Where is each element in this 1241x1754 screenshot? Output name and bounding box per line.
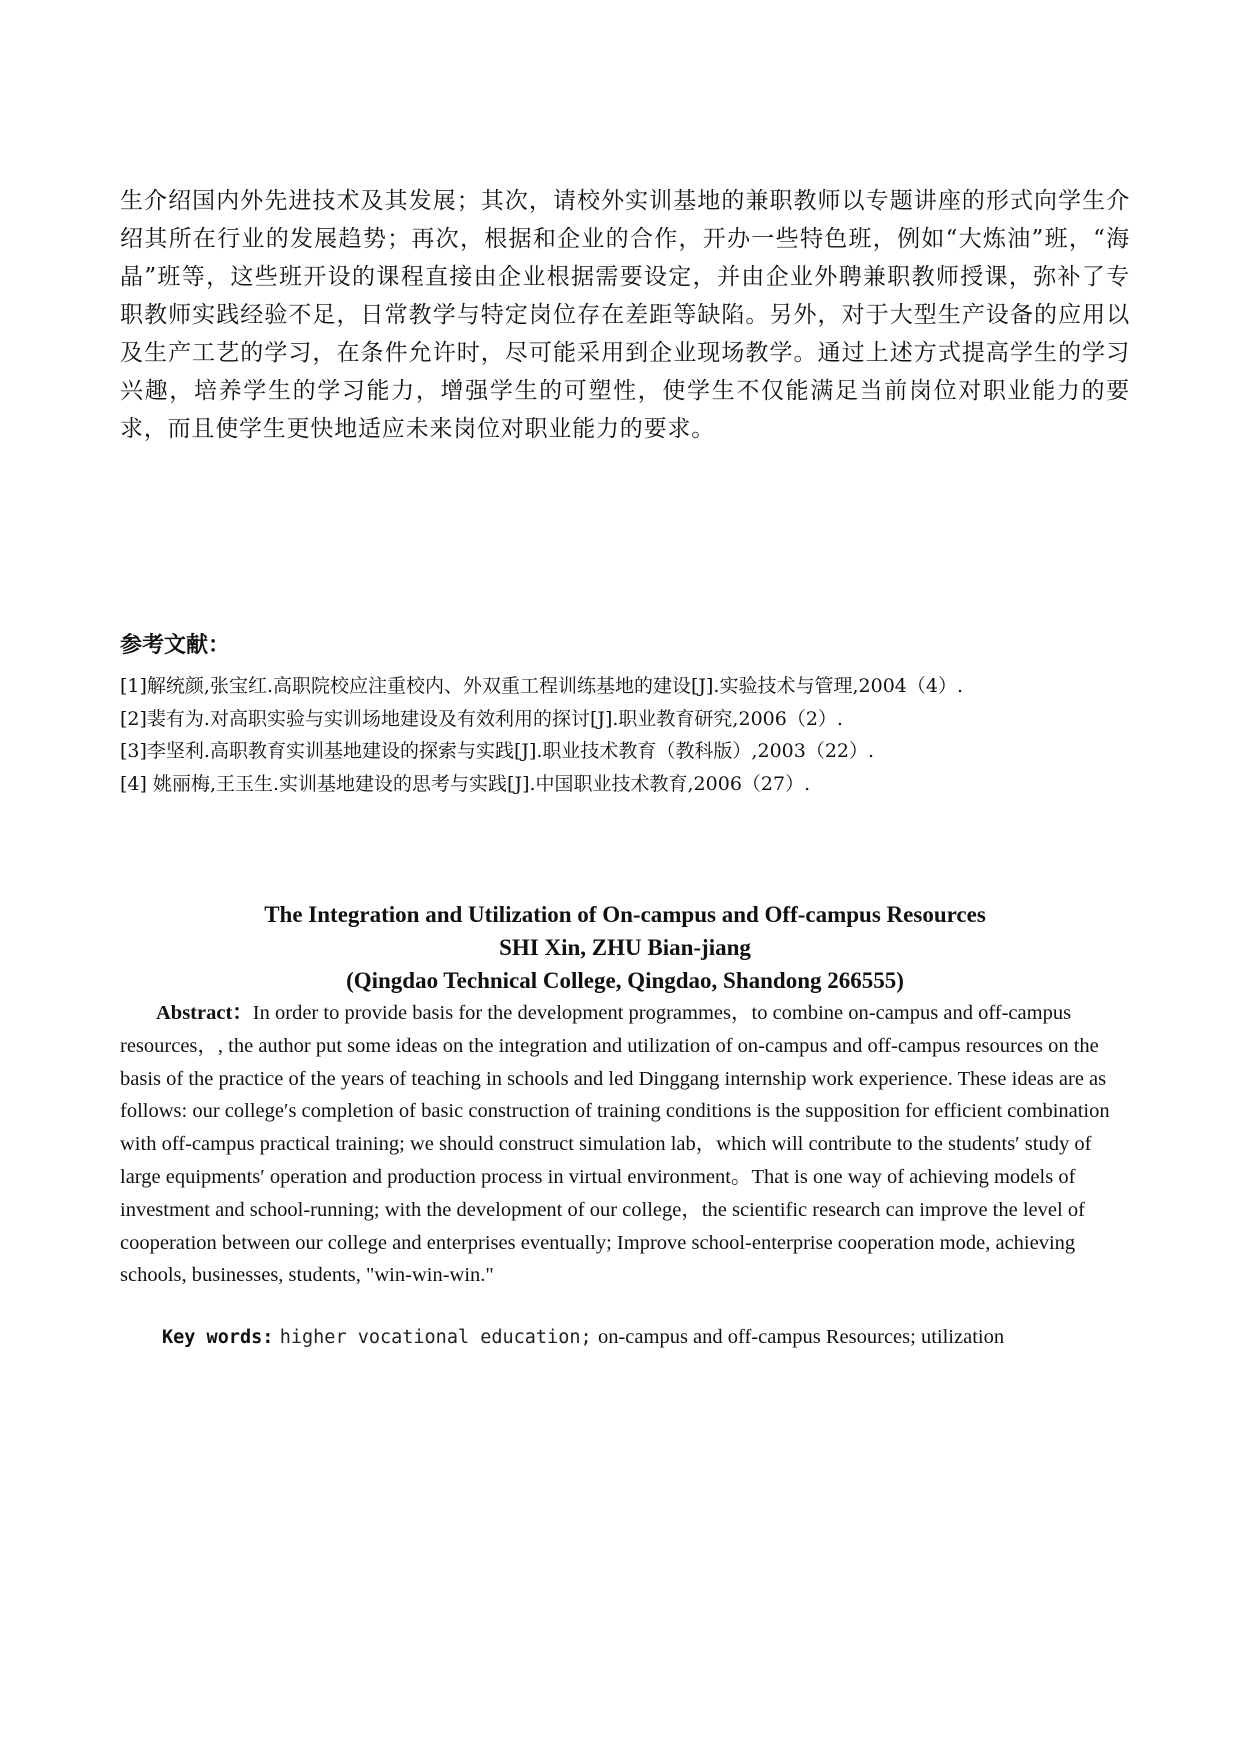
english-header <box>120 898 1130 998</box>
references-title: 参考文献： <box>120 633 231 658</box>
english-affiliation: (Qingdao Technical College, Qingdao, Shandong 266555) <box>346 968 904 993</box>
keywords-part-2: on-campus and off-campus Resources; utilization <box>597 1326 1005 1348</box>
english-authors: SHI Xin, ZHU Bian-jiang <box>499 935 751 960</box>
references-list <box>120 670 1130 800</box>
reference-item-4: [4] 姚丽梅,王玉生.实训基地建设的思考与实践[J].中国职业技术教育,2006（27）. <box>120 772 811 795</box>
reference-item-3: [3]李坚利.高职教育实训基地建设的探索与实践[J].职业技术教育（教科版）,2003（22）. <box>120 740 875 762</box>
body-paragraph <box>120 182 1130 448</box>
body-paragraph-text: 生介绍国内外先进技术及其发展；其次，请校外实训基地的兼职教师以专题讲座的形式向学生介绍其所在行业的发展趋势；再次，根据和企业的合作，开办一些特色班，例如“大炼油”班，“海晶”班等，这些班开设的课程直接由企业根据需要设定，并由企业外聘兼职教师授课，弥补了专职教师实践经验不足，日常教学与特定岗位存在差距等缺陷。另外，对于大型生产设备的应用以及生产工艺的学习，在条件允许时，尽可能采用到企业现场教学。通过上述方式提高学生的学习兴趣，培养学生的学习能力，增强学生的可塑性，使学生不仅能满足当前岗位对职业能力的要求，而且使学生更快地适应未来岗位对职业能力的要求。 <box>120 188 1130 442</box>
keywords-label: Key words: <box>162 1327 274 1348</box>
english-title: The Integration and Utilization of On-campus and Off-campus Resources <box>264 902 986 927</box>
keywords-part-1: higher vocational education; <box>279 1327 592 1348</box>
reference-item-2: [2]裴有为.对高职实验与实训场地建设及有效利用的探讨[J].职业教育研究,2006（2）. <box>120 707 843 730</box>
reference-item-1: [1]解统颜,张宝红.高职院校应注重校内、外双重工程训练基地的建设[J].实验技术与管理,2004（4）. <box>120 675 963 697</box>
english-abstract <box>120 997 1130 1292</box>
abstract-label: Abstract： <box>156 1002 253 1024</box>
english-keywords <box>162 1320 1142 1354</box>
abstract-text: In order to provide basis for the development programmes，to combine on-campus and off-campus resources，, the author put some ideas on the integration and utilization of on-campus and off-campus resources on the basis of the practice of the years of teaching in schools and led Dinggang internship work experience. These ideas are as follows: our college′s completion of basic construction of training conditions is the supposition for efficient combination with off-campus practical training; we should construct simulation lab，which will contribute to the students′ study of large equipments′ operation and production process in virtual environment。That is one way of achieving models of investment and school-running; with the development of our college，the scientific research can improve the level of cooperation between our college and enterprises eventually; Improve school-enterprise cooperation mode, achieving schools, businesses, students, "win-win-win." <box>120 1002 1110 1287</box>
